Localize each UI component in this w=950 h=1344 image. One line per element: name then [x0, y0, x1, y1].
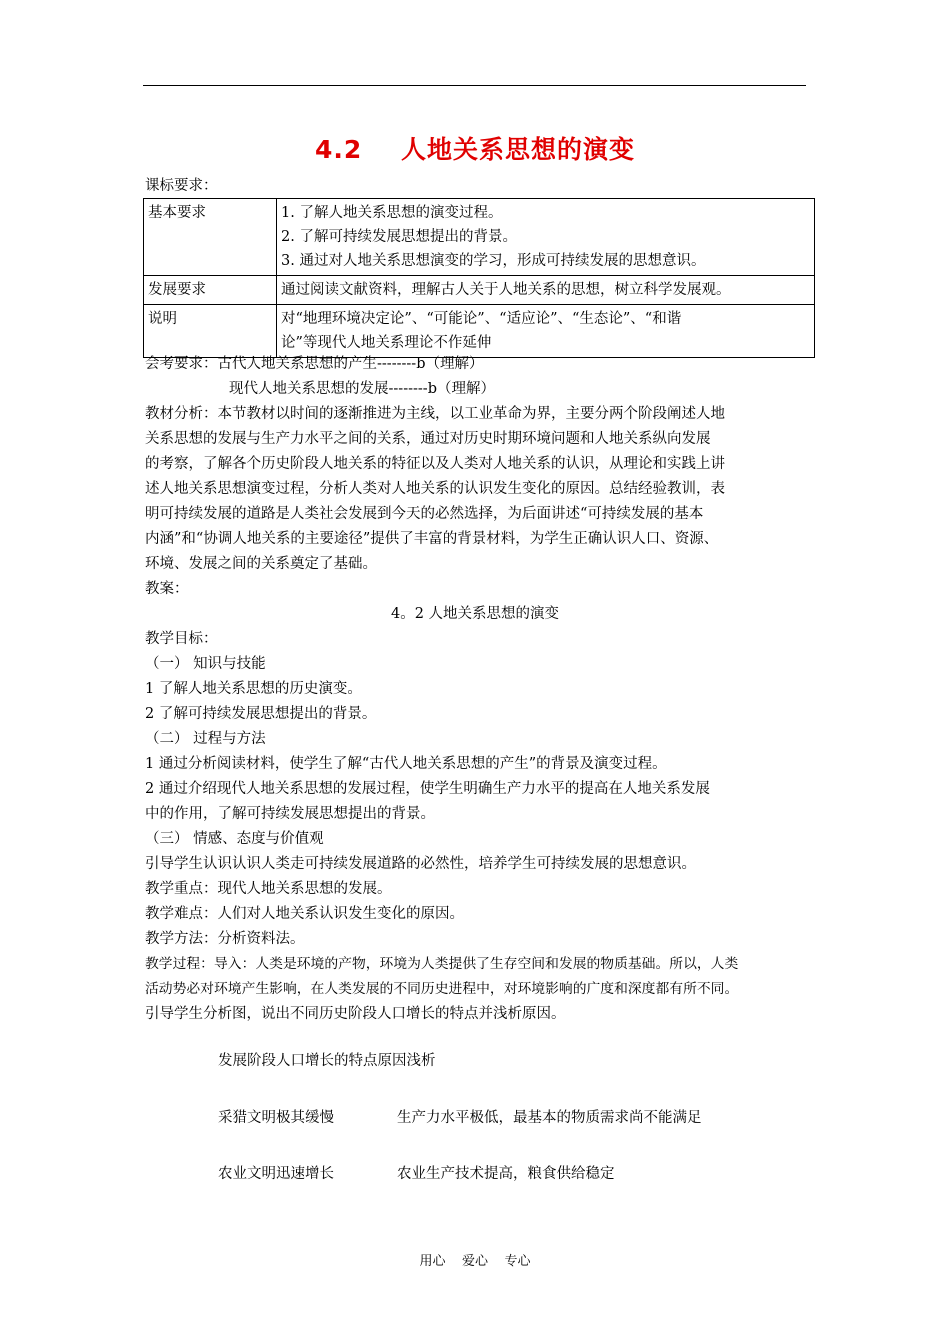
stage-reason: 农业生产技术提高，粮食供给稳定: [397, 1166, 615, 1182]
analysis-line: 明可持续发展的道路是人类社会发展到今天的必然选择，为后面讲述“可持续发展的基本: [145, 506, 704, 522]
goals-line: （二） 过程与方法: [145, 731, 266, 747]
dev-text: 通过阅读文献资料，理解古人关于人地关系的思想，树立科学发展观。: [277, 276, 815, 305]
analysis-line: 述人地关系思想演变过程，分析人类对人地关系的认识发生变化的原因。总结经验教训，表: [145, 481, 725, 497]
goals-line: 中的作用，了解可持续发展思想提出的背景。: [145, 806, 435, 822]
process-line: 活动势必对环境产生影响，在人类发展的不同历史进程中，对环境影响的广度和深度都有所不同。: [145, 981, 739, 997]
table-row: [144, 305, 815, 358]
basic-items: [277, 199, 815, 276]
goals-line: 引导学生认识认识人类走可持续发展道路的必然性，培养学生可持续发展的思想意识。: [145, 856, 696, 872]
header-rule: [143, 85, 806, 86]
key-point: 教学重点：现代人地关系思想的发展。: [145, 881, 392, 897]
exam-line-1: 会考要求：古代人地关系思想的产生--------b（理解）: [145, 356, 484, 372]
stage-name: 采猎文明极其缓慢: [218, 1110, 334, 1126]
teaching-method: 教学方法：分析资料法。: [145, 931, 305, 947]
table-row: [144, 199, 815, 276]
stage-name: 农业文明迅速增长: [218, 1166, 334, 1182]
exam-line-2: 现代人地关系思想的发展--------b（理解）: [229, 381, 495, 397]
goals-line: 2 通过介绍现代人地关系思想的发展过程，使学生明确生产力水平的提高在人地关系发展: [145, 781, 710, 797]
note-label: 说明: [144, 305, 277, 358]
requirements-table: [143, 198, 815, 358]
list-item: 3. 通过对人地关系思想演变的学习，形成可持续发展的思想意识。: [281, 253, 706, 269]
goals-label: 教学目标：: [145, 631, 218, 647]
goals-line: （一） 知识与技能: [145, 656, 266, 672]
note-line: 论”等现代人地关系理论不作延伸: [281, 335, 492, 351]
note-line: 对“地理环境决定论”、“可能论”、“适应论”、“生态论”、“和谐: [281, 311, 682, 327]
dev-label: 发展要求: [144, 276, 277, 305]
plan-title: 4。2 人地关系思想的演变: [390, 606, 560, 622]
table-row: [144, 276, 815, 305]
difficult-point: 教学难点：人们对人地关系认识发生变化的原因。: [145, 906, 464, 922]
analysis-line: 教材分析：本节教材以时间的逐渐推进为主线，以工业革命为界，主要分两个阶段阐述人地: [145, 406, 725, 422]
list-item: 1. 了解人地关系思想的演变过程。: [281, 205, 503, 221]
analysis-line: 关系思想的发展与生产力水平之间的关系，通过对历史时期环境问题和人地关系纵向发展: [145, 431, 711, 447]
page-title: 4.2 人地关系思想的演变: [314, 135, 636, 164]
analysis-line: 内涵”和“协调人地关系的主要途径”提供了丰富的背景材料，为学生正确认识人口、资源、: [145, 531, 719, 547]
note-text: [277, 305, 815, 358]
goals-line: 2 了解可持续发展思想提出的背景。: [145, 706, 377, 722]
basic-label: 基本要求: [144, 199, 277, 276]
process-line: 教学过程：导入：人类是环境的产物，环境为人类提供了生存空间和发展的物质基础。所以，人类: [145, 956, 739, 972]
analysis-line: 的考察，了解各个历史阶段人地关系的特征以及人类对人地关系的认识，从理论和实践上讲: [145, 456, 725, 472]
goals-line: 1 了解人地关系思想的历史演变。: [145, 681, 362, 697]
page-footer: 用心 爱心 专心: [419, 1254, 531, 1269]
goals-line: 1 通过分析阅读材料，使学生了解“古代人地关系思想的产生”的背景及演变过程。: [145, 756, 667, 772]
list-item: 2. 了解可持续发展思想提出的背景。: [281, 229, 517, 245]
stage-reason: 生产力水平极低，最基本的物质需求尚不能满足: [397, 1110, 702, 1126]
stage-table-header: 发展阶段人口增长的特点原因浅析: [218, 1053, 436, 1069]
section-label: 课标要求：: [145, 178, 218, 194]
goals-line: （三） 情感、态度与价值观: [145, 831, 324, 847]
analysis-line: 环境、发展之间的关系奠定了基础。: [145, 556, 377, 572]
process-line: 引导学生分析图，说出不同历史阶段人口增长的特点并浅析原因。: [145, 1006, 566, 1022]
plan-label: 教案：: [145, 581, 189, 597]
